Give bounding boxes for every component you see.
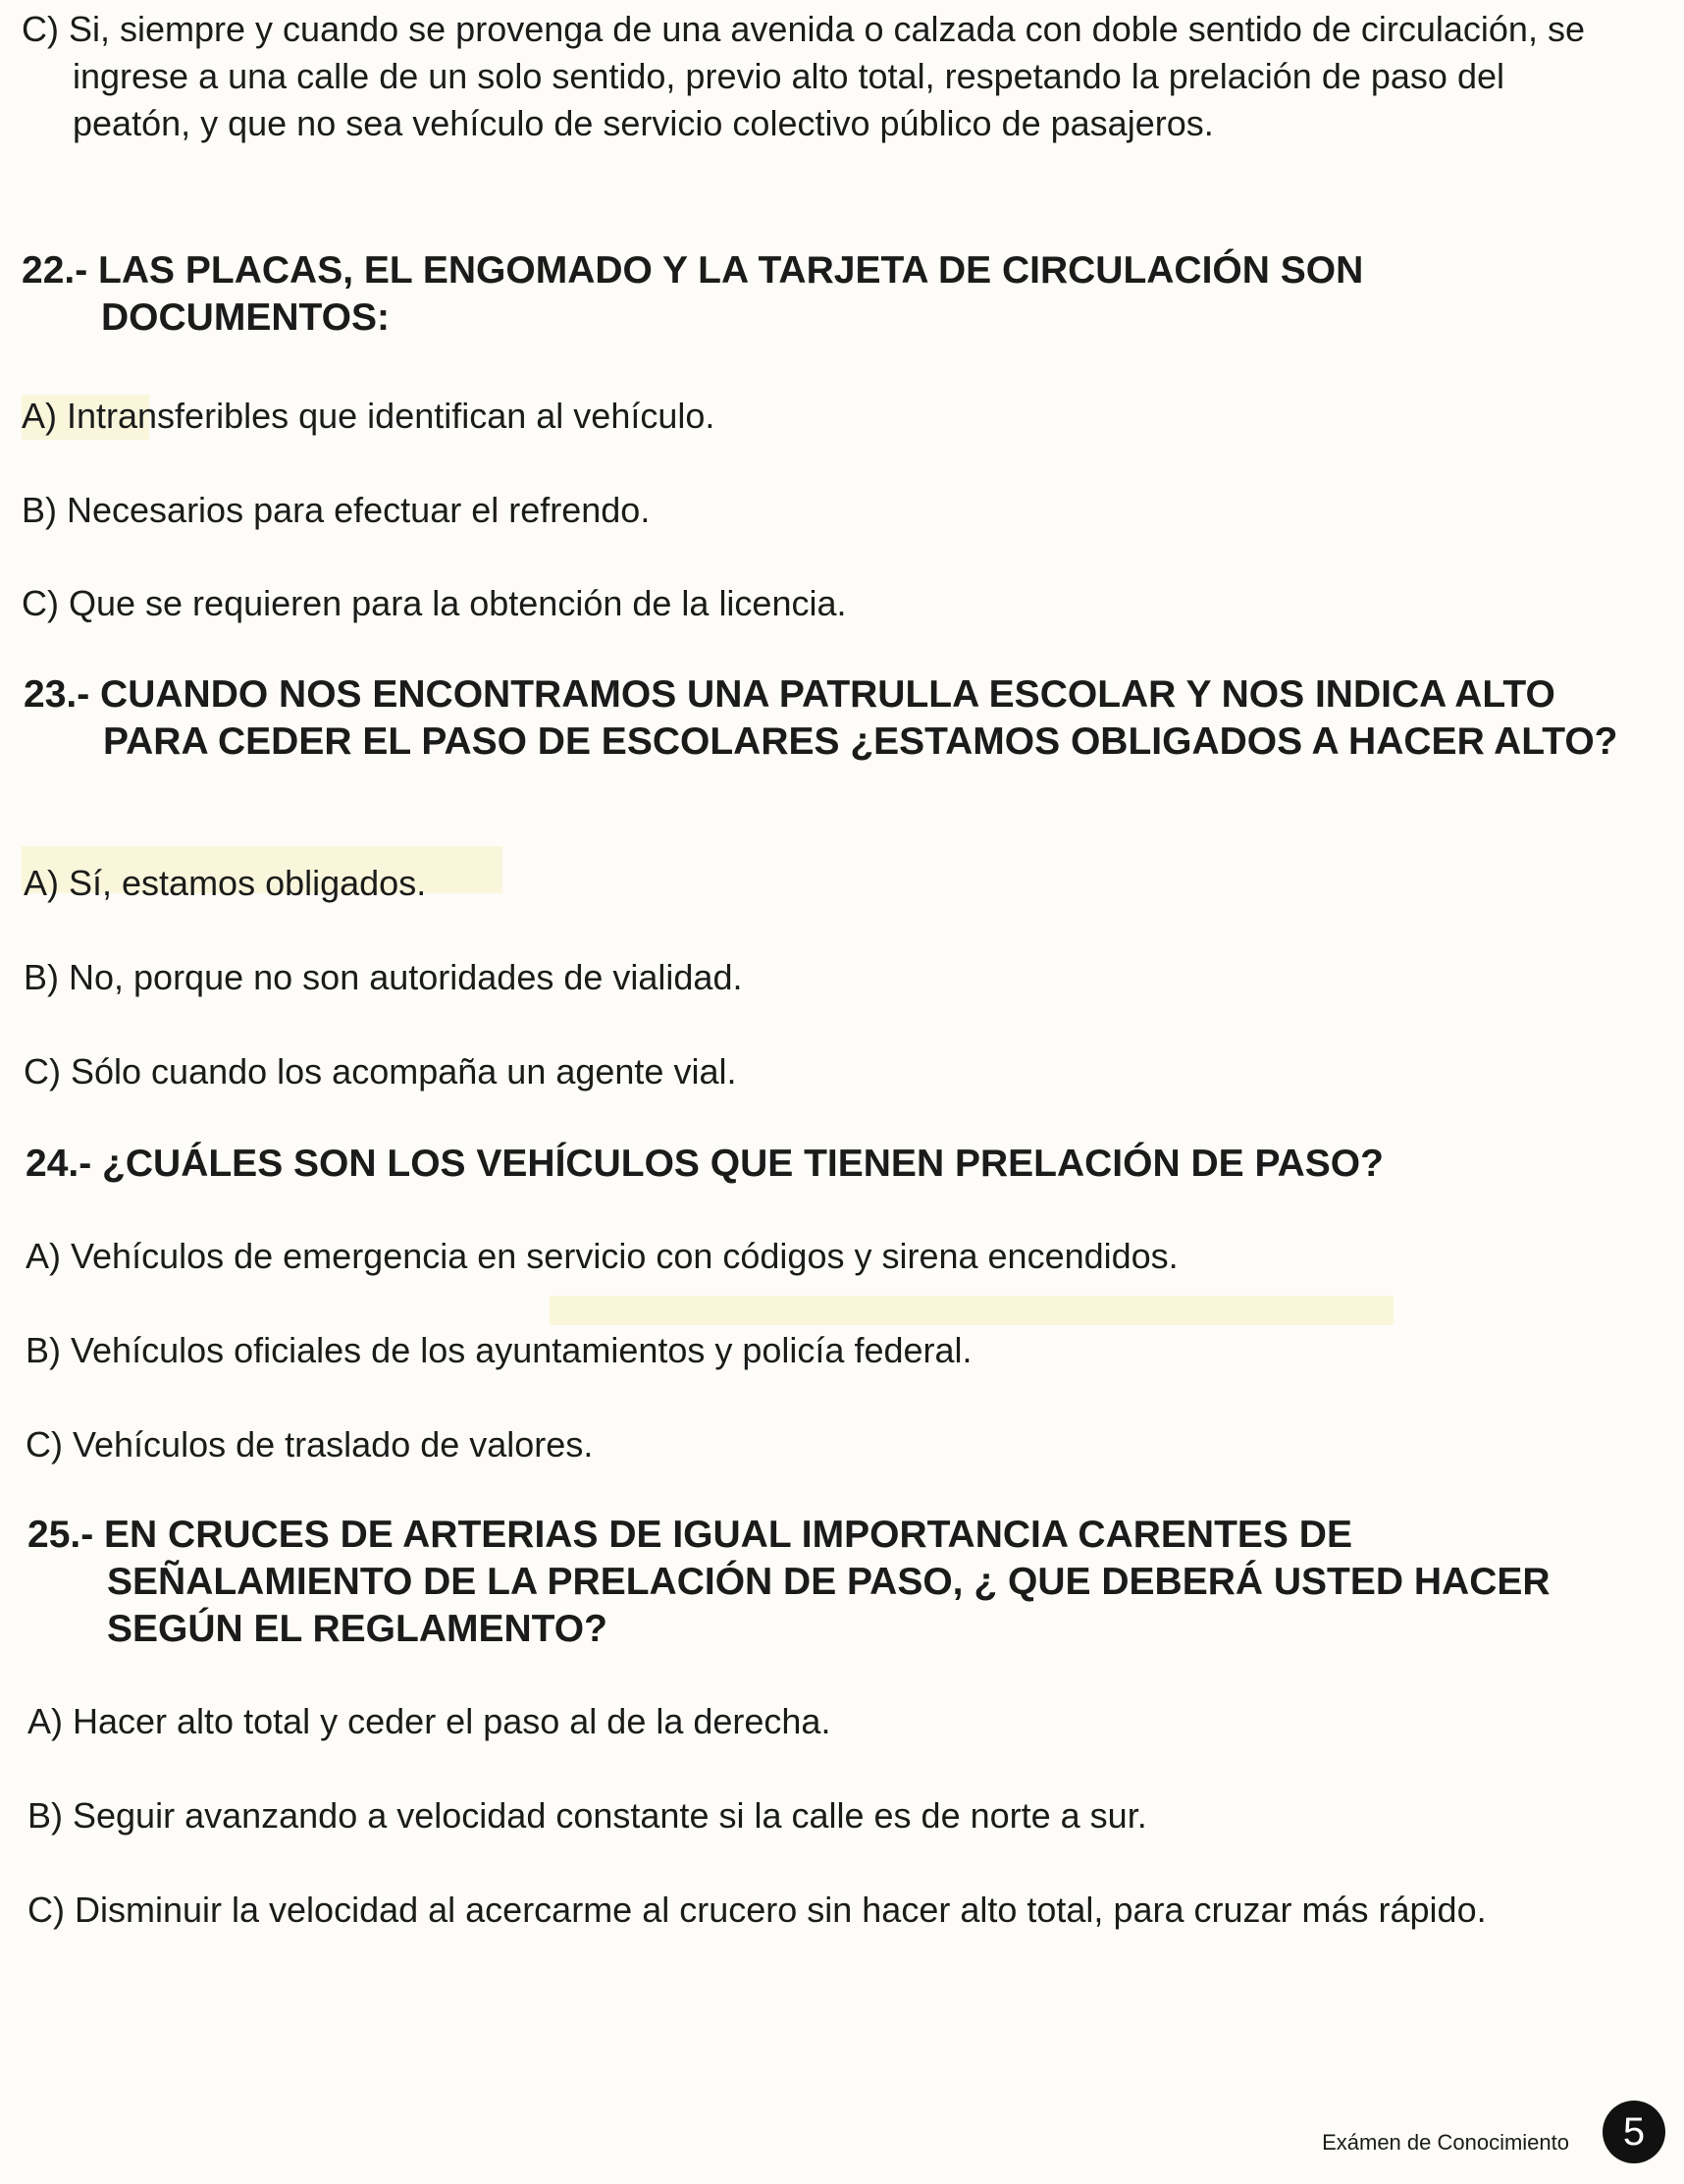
question-23: 23.- CUANDO NOS ENCONTRAMOS UNA PATRULLA ESCOLAR Y NOS INDICA ALTO PARA CEDER EL PASO DE ESCOLARES ¿ESTAMOS OBLIGADOS A HACER ALTO? <box>24 673 1618 763</box>
question-24: 24.- ¿CUÁLES SON LOS VEHÍCULOS QUE TIENEN PRELACIÓN DE PASO? <box>26 1143 1384 1185</box>
question-25-option-a: A) Hacer alto total y ceder el paso al de la derecha. <box>27 1701 831 1741</box>
question-25-option-c: C) Disminuir la velocidad al acercarme al crucero sin hacer alto total, para cruzar más rápido. <box>27 1890 1487 1930</box>
question-22-option-b: B) Necesarios para efectuar el refrendo. <box>22 490 651 530</box>
question-25: 25.- EN CRUCES DE ARTERIAS DE IGUAL IMPORTANCIA CARENTES DE SEÑALAMIENTO DE LA PRELACIÓN DE PASO, ¿ QUE DEBERÁ USTED HACER SEGÚN EL REGLAMENTO? <box>27 1514 1551 1650</box>
question-22-option-c: C) Que se requieren para la obtención de la licencia. <box>22 583 847 623</box>
question-22: 22.- LAS PLACAS, EL ENGOMADO Y LA TARJETA DE CIRCULACIÓN SON DOCUMENTOS: <box>22 249 1364 339</box>
question-25-option-b: B) Seguir avanzando a velocidad constante si la calle es de norte a sur. <box>27 1795 1147 1836</box>
highlighter-mark <box>550 1296 1394 1325</box>
question-23-option-c: C) Sólo cuando los acompaña un agente vial. <box>24 1051 737 1092</box>
question-22-option-a: A) Intransferibles que identifican al vehículo. <box>22 396 715 436</box>
footer-label: Exámen de Conocimiento <box>1322 2130 1569 2155</box>
question-24-option-c: C) Vehículos de traslado de valores. <box>26 1424 594 1465</box>
question-23-option-b: B) No, porque no son autoridades de vialidad. <box>24 957 743 997</box>
page-number-badge: 5 <box>1603 2101 1665 2163</box>
question-24-option-a: A) Vehículos de emergencia en servicio con códigos y sirena encendidos. <box>26 1236 1179 1276</box>
question-24-option-b: B) Vehículos oficiales de los ayuntamientos y policía federal. <box>26 1330 973 1370</box>
question-23-option-a: A) Sí, estamos obligados. <box>24 863 427 903</box>
continuation-option: C) Si, siempre y cuando se provenga de una avenida o calzada con doble sentido de circulación, se ingrese a una calle de un solo sentido, previo alto total, respetando la prelación de paso del peatón, y que no sea vehículo de servicio colectivo público de pasajeros. <box>22 9 1585 143</box>
